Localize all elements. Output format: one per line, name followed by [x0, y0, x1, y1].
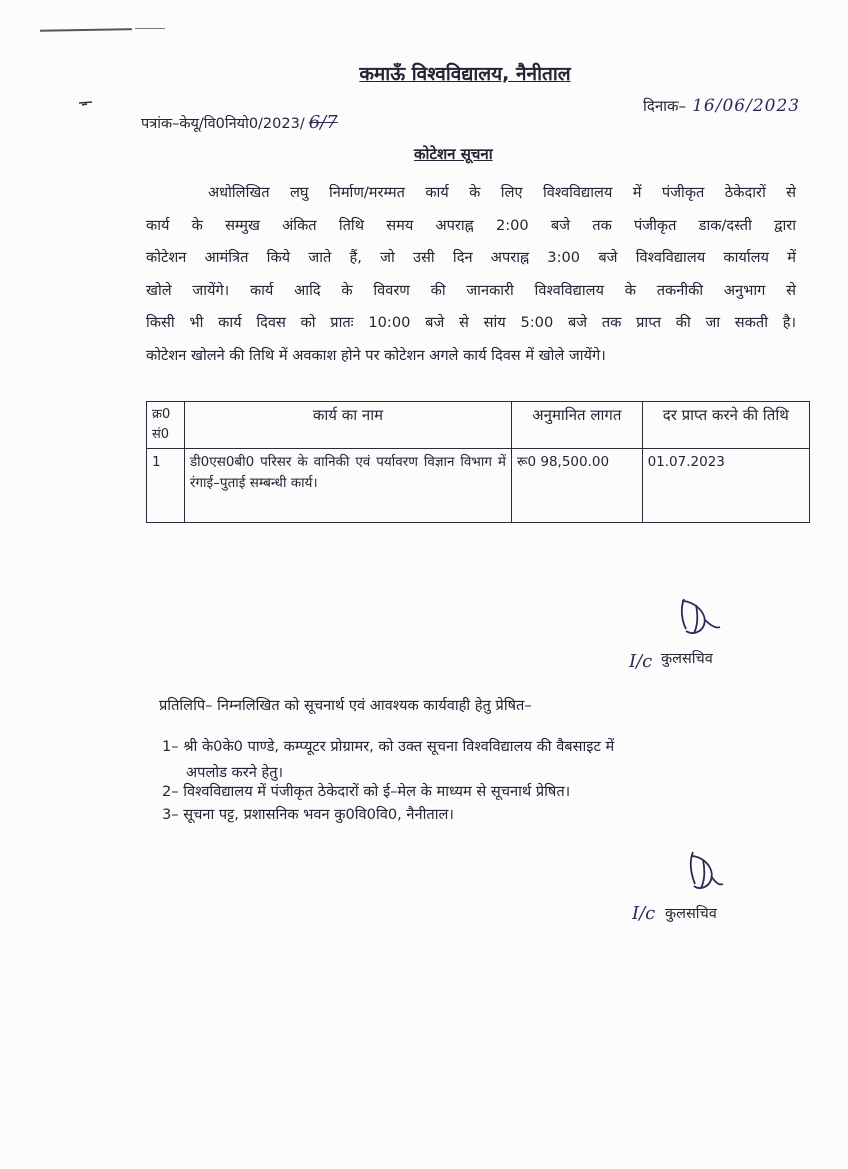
- header-sno: क्र0 सं0: [147, 402, 185, 449]
- signature: [685, 848, 725, 898]
- cell-date: 01.07.2023: [642, 449, 809, 523]
- reference-handwritten: 6/7: [308, 112, 338, 133]
- notice-body: [146, 177, 796, 372]
- copy-item: 1– श्री के0के0 पाण्डे, कम्प्यूटर प्रोग्रामर, को उक्त सूचना विश्वविद्यालय की वैबसाइट में: [162, 738, 615, 755]
- body-line: किसी भी कार्य दिवस को प्रातः 10:00 बजे से सांय 5:00 बजे तक प्राप्त की जा सकती है।: [146, 314, 796, 331]
- body-line: अधोलिखित लघु निर्माण/मरम्मत कार्य के लिए विश्वविद्यालय में पंजीकृत ठेकेदारों से: [208, 184, 796, 201]
- date-handwritten: 16/06/2023: [692, 96, 801, 116]
- table-header-row: [147, 402, 810, 449]
- body-line: कार्य के सम्मुख अंकित तिथि समय अपराह्न 2:00 बजे तक पंजीकृत डाक/दस्ती द्वारा: [146, 216, 796, 234]
- body-line: कोटेशन खोलने की तिथि में अवकाश होने पर कोटेशन अगले कार्य दिवस में खोले जायेंगे।: [146, 346, 606, 364]
- copy-item: 3– सूचना पट्ट, प्रशासनिक भवन कु0वि0वि0, नैनीताल।: [162, 806, 454, 823]
- date-line: [643, 96, 800, 116]
- incharge-initials: I/c: [632, 903, 656, 924]
- registrar-designation: कुलसचिव: [665, 906, 717, 922]
- header-quote-date: दर प्राप्त करने की तिथि: [642, 402, 809, 449]
- signature: [674, 595, 724, 643]
- works-table: [146, 401, 810, 523]
- incharge-initials: I/c: [629, 651, 653, 672]
- header-estimated-cost: अनुमानित लागत: [511, 402, 642, 449]
- scan-edge-line: [40, 28, 132, 32]
- table-row: [147, 449, 810, 523]
- ink-mark: [78, 100, 94, 106]
- reference-prefix: पत्रांक–केयू/वि0नियो0/2023/: [141, 116, 305, 132]
- body-line: कोटेशन आमंत्रित किये जाते हैं, जो उसी दिन अपराह्न 3:00 बजे विश्वविद्यालय कार्यालय में: [146, 249, 796, 266]
- body-line: खोले जायेंगे। कार्य आदि के विवरण की जानकारी विश्वविद्यालय के तकनीकी अनुभाग से: [146, 281, 796, 299]
- copy-heading: प्रतिलिपि– निम्नलिखित को सूचनार्थ एवं आवश्यक कार्यवाही हेतु प्रेषित–: [159, 697, 532, 714]
- cell-cost: रू0 98,500.00: [511, 449, 642, 523]
- header-work-name: कार्य का नाम: [184, 402, 511, 449]
- copy-item: 2– विश्वविद्यालय में पंजीकृत ठेकेदारों को ई–मेल के माध्यम से सूचनार्थ प्रेषित।: [162, 783, 571, 800]
- notice-subject: कोटेशन सूचना: [414, 145, 493, 163]
- reference-number: [141, 112, 338, 133]
- date-label: दिनाक–: [643, 97, 687, 115]
- copy-item-continuation: अपलोड करने हेतु।: [186, 764, 284, 781]
- registrar-designation: कुलसचिव: [661, 651, 713, 667]
- cell-work-name: डी0एस0बी0 परिसर के वानिकी एवं पर्यावरण विज्ञान विभाग में रंगाई–पुताई सम्बन्धी कार्य।: [184, 449, 511, 523]
- scan-edge-line: [135, 28, 165, 29]
- university-title: कमाऊँ विश्वविद्यालय, नैनीताल: [359, 63, 571, 85]
- cell-sno: 1: [147, 449, 185, 523]
